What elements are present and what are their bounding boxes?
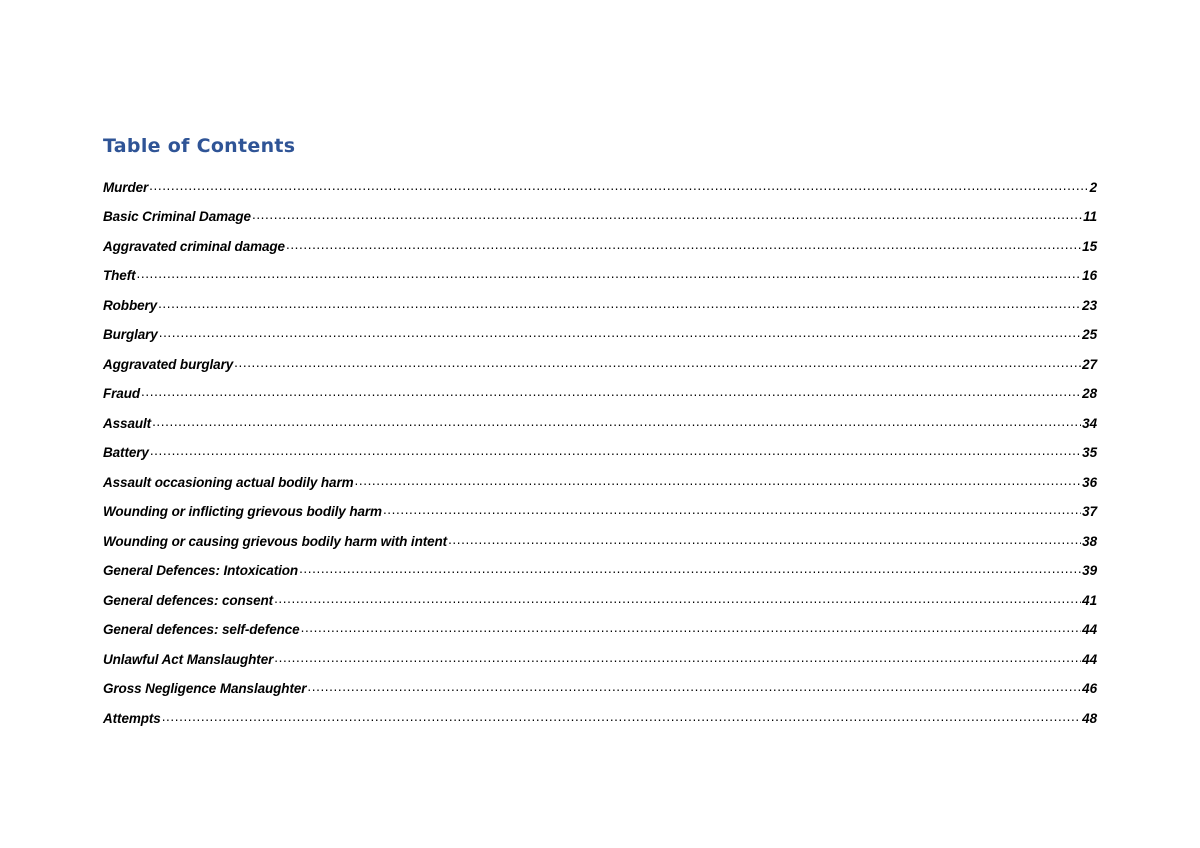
toc-dot-leader — [234, 355, 1081, 371]
toc-dot-leader — [141, 384, 1081, 400]
toc-dot-leader — [152, 414, 1081, 430]
toc-entry[interactable] — [103, 670, 1097, 700]
toc-entry-link[interactable] — [103, 227, 1097, 257]
toc-entry-page-number: 37 — [1082, 504, 1097, 519]
toc-entry-page-number: 34 — [1082, 415, 1097, 431]
toc-entry-label: Murder — [103, 179, 149, 195]
toc-dot-leader — [162, 709, 1081, 725]
toc-dot-leader — [150, 443, 1081, 459]
toc-entry-page-number: 35 — [1082, 445, 1097, 460]
toc-entry-page-number: 27 — [1082, 356, 1097, 372]
toc-entry-page-number: 48 — [1082, 710, 1097, 726]
toc-entry-link[interactable] — [103, 463, 1097, 493]
toc-entry-page-number: 36 — [1082, 474, 1097, 490]
toc-dot-leader — [307, 679, 1081, 695]
toc-entry[interactable] — [103, 227, 1097, 257]
toc-entry-page-number: 11 — [1083, 209, 1097, 224]
toc-entry-link[interactable] — [103, 168, 1097, 198]
toc-entry[interactable] — [103, 404, 1097, 434]
toc-entry-link[interactable] — [103, 699, 1097, 729]
toc-entry[interactable] — [103, 640, 1097, 670]
toc-dot-leader — [159, 325, 1081, 341]
toc-entry-link[interactable] — [103, 286, 1097, 316]
toc-entry[interactable] — [103, 198, 1097, 228]
toc-dot-leader — [448, 532, 1081, 548]
toc-entry-label: Wounding or causing grievous bodily harm with intent — [103, 533, 448, 549]
toc-entry-link[interactable] — [103, 670, 1097, 700]
toc-entry[interactable] — [103, 699, 1097, 729]
toc-entry-page-number: 41 — [1082, 592, 1097, 608]
toc-entry-link[interactable] — [103, 198, 1097, 228]
toc-entry-label: Battery — [103, 445, 149, 460]
toc-entry[interactable] — [103, 581, 1097, 611]
toc-entry-link[interactable] — [103, 493, 1097, 523]
toc-entry-link[interactable] — [103, 640, 1097, 670]
toc-entry[interactable] — [103, 345, 1097, 375]
toc-entry-label: Aggravated criminal damage — [103, 238, 285, 254]
toc-entry-label: Theft — [103, 268, 136, 283]
toc-entry[interactable] — [103, 463, 1097, 493]
toc-entry-link[interactable] — [103, 375, 1097, 405]
toc-entry-page-number: 44 — [1082, 622, 1097, 637]
toc-entry[interactable] — [103, 552, 1097, 582]
toc-entry-link[interactable] — [103, 522, 1097, 552]
toc-entry-page-number: 28 — [1082, 386, 1097, 401]
toc-entry[interactable] — [103, 168, 1097, 198]
toc-entry-label: Assault — [103, 415, 152, 431]
toc-entry-label: Attempts — [103, 710, 161, 726]
toc-entry-label: Robbery — [103, 297, 158, 313]
toc-entry-link[interactable] — [103, 552, 1097, 582]
toc-dot-leader — [137, 266, 1082, 282]
toc-entry-label: Basic Criminal Damage — [103, 209, 251, 224]
toc-entry-page-number: 16 — [1082, 268, 1097, 283]
toc-dot-leader — [149, 178, 1088, 194]
toc-entry-label: Assault occasioning actual bodily harm — [103, 474, 354, 490]
toc-entry-label: General Defences: Intoxication — [103, 563, 299, 578]
toc-entry-link[interactable] — [103, 316, 1097, 346]
toc-entry-label: Gross Negligence Manslaughter — [103, 681, 307, 696]
toc-dot-leader — [355, 473, 1082, 489]
toc-entry-label: General defences: self-defence — [103, 622, 300, 637]
toc-entry-page-number: 2 — [1089, 179, 1097, 195]
toc-entry[interactable] — [103, 375, 1097, 405]
toc-entry-link[interactable] — [103, 611, 1097, 641]
toc-entry-label: Aggravated burglary — [103, 356, 234, 372]
toc-entry-page-number: 23 — [1082, 297, 1097, 313]
toc-dot-leader — [274, 591, 1081, 607]
toc-dot-leader — [383, 502, 1081, 518]
toc-entry[interactable] — [103, 434, 1097, 464]
toc-entry-page-number: 46 — [1082, 681, 1097, 696]
toc-entry-page-number: 25 — [1082, 327, 1097, 342]
toc-entry[interactable] — [103, 316, 1097, 346]
toc-entry-label: Burglary — [103, 327, 158, 342]
toc-heading: Table of Contents — [103, 135, 296, 157]
toc-entry[interactable] — [103, 522, 1097, 552]
toc-list — [103, 168, 1097, 729]
toc-entry-label: General defences: consent — [103, 592, 274, 608]
toc-entry-page-number: 44 — [1082, 651, 1097, 667]
toc-entry-label: Wounding or inflicting grievous bodily harm — [103, 504, 382, 519]
toc-entry[interactable] — [103, 286, 1097, 316]
toc-entry-label: Unlawful Act Manslaughter — [103, 651, 274, 667]
toc-dot-leader — [286, 237, 1081, 253]
toc-entry-page-number: 38 — [1082, 533, 1097, 549]
toc-dot-leader — [158, 296, 1081, 312]
toc-entry[interactable] — [103, 611, 1097, 641]
toc-entry-link[interactable] — [103, 345, 1097, 375]
toc-entry[interactable] — [103, 493, 1097, 523]
toc-entry-label: Fraud — [103, 386, 141, 401]
toc-entry-page-number: 39 — [1082, 563, 1097, 578]
toc-entry[interactable] — [103, 257, 1097, 287]
toc-dot-leader — [274, 650, 1081, 666]
toc-dot-leader — [301, 620, 1082, 636]
toc-entry-link[interactable] — [103, 257, 1097, 287]
toc-dot-leader — [299, 561, 1081, 577]
toc-entry-page-number: 15 — [1082, 238, 1097, 254]
toc-entry-link[interactable] — [103, 404, 1097, 434]
toc-entry-link[interactable] — [103, 581, 1097, 611]
toc-dot-leader — [252, 207, 1082, 223]
toc-entry-link[interactable] — [103, 434, 1097, 464]
